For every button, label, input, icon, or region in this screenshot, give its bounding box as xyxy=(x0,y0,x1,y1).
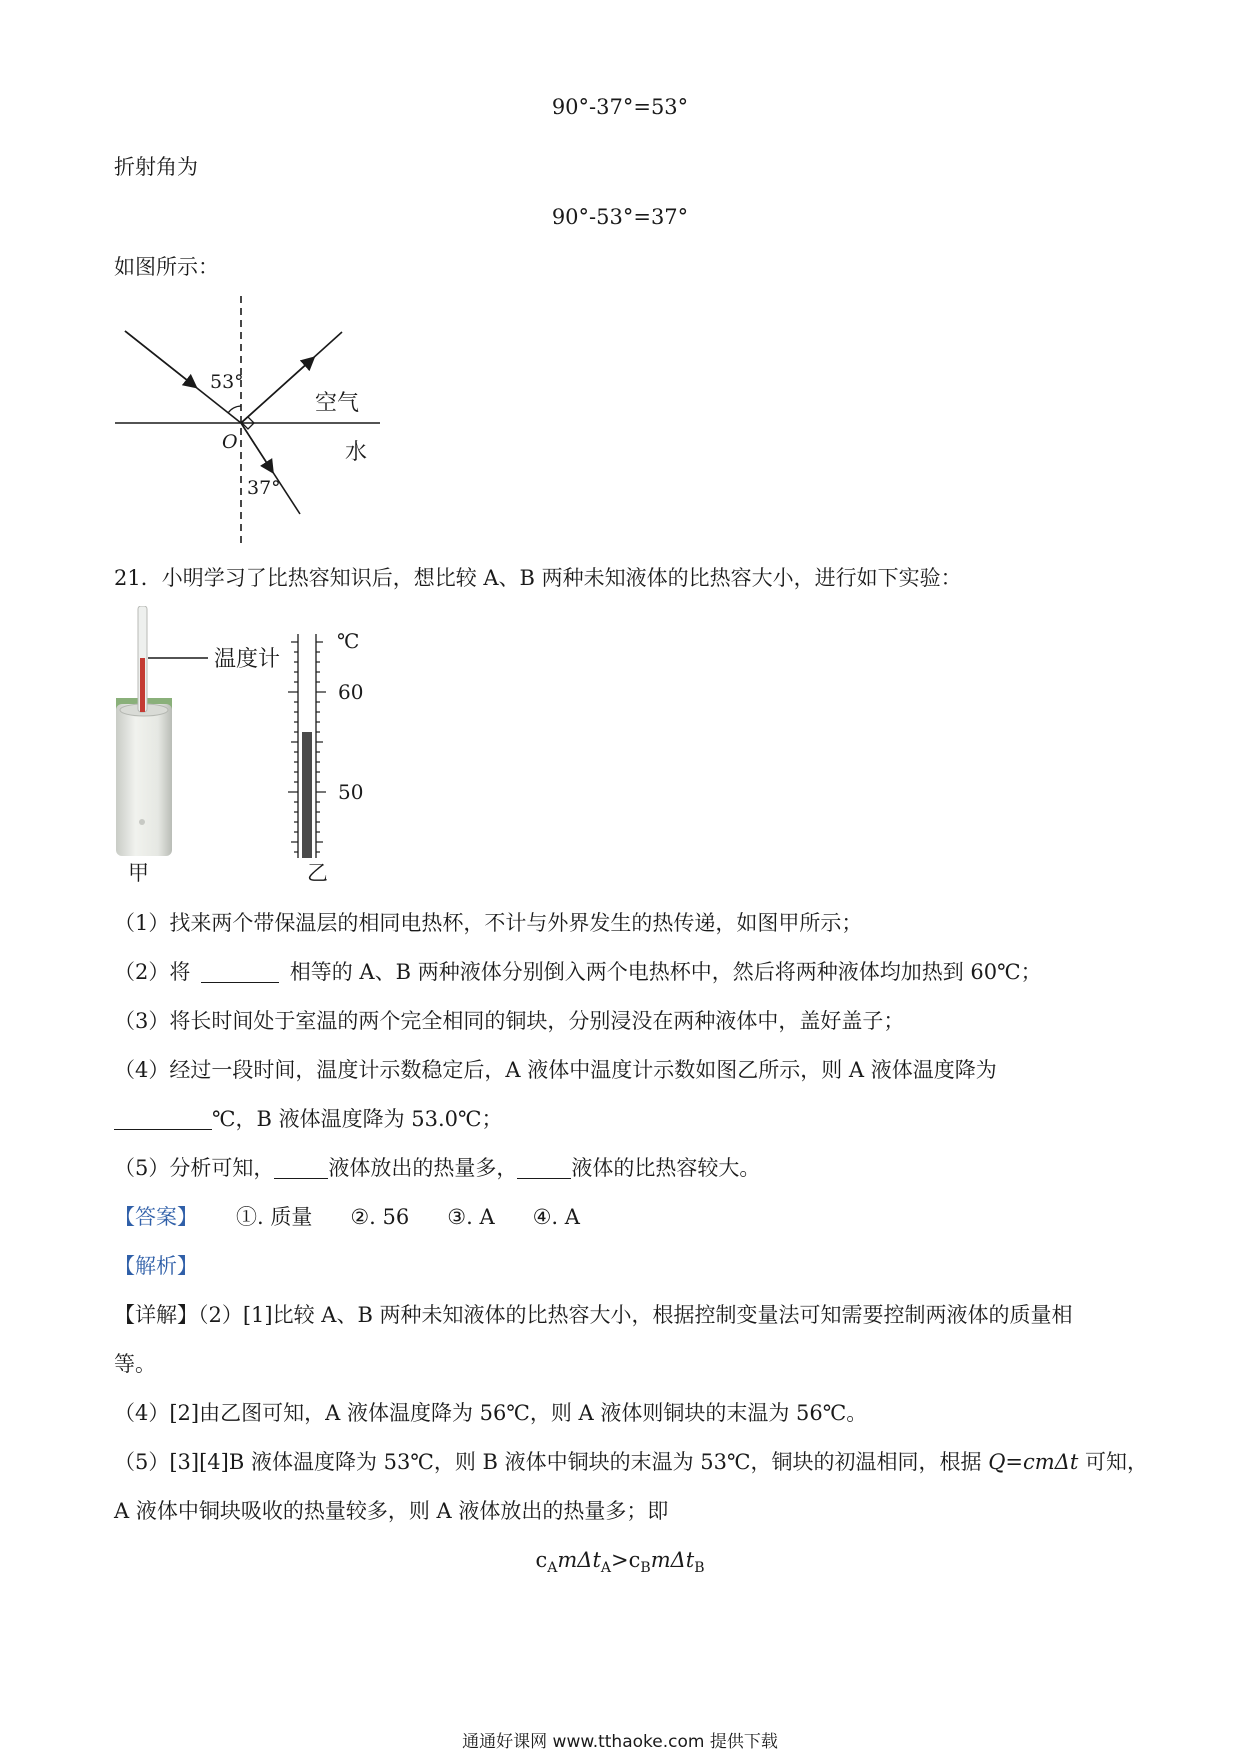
answer-option: ③. A xyxy=(447,1205,495,1229)
question-stem: 21．小明学习了比热容知识后，想比较 A、B 两种未知液体的比热容大小，进行如下实验： xyxy=(114,566,962,590)
blank-specific-heat xyxy=(517,1158,571,1179)
cup-body xyxy=(116,704,172,856)
blank-heat xyxy=(274,1158,328,1179)
answer-option: ①. 质量 xyxy=(236,1205,313,1229)
thermometer-liquid xyxy=(140,658,145,712)
analysis-p2: （4）[2]由乙图可知，A 液体温度降为 56℃，则 A 液体则铜块的末温为 56℃。 xyxy=(114,1401,868,1425)
analysis-p3: （5）[3][4]B 液体温度降为 53℃，则 B 液体中铜块的末温为 53℃，铜块的初温相同，根据 Q=cmΔt 可知， xyxy=(114,1450,1148,1474)
step-4-cont: ℃，B 液体温度降为 53.0℃； xyxy=(114,1104,503,1134)
as-shown-text: 如图所示： xyxy=(114,255,219,279)
blank-temperature xyxy=(114,1109,212,1130)
angle-arc xyxy=(228,406,241,413)
cup-button xyxy=(139,819,145,825)
refraction-diagram xyxy=(110,296,390,544)
answer-tag: 【答案】 xyxy=(114,1205,198,1229)
analysis-p1: 【详解】（2）[1]比较 A、B 两种未知液体的比热容大小，根据控制变量法可知需要控制两液体的质量相 xyxy=(114,1303,1073,1327)
label-yi: 乙 xyxy=(307,861,328,885)
scale-column xyxy=(302,732,312,858)
step-4: （4）经过一段时间，温度计示数稳定后，A 液体中温度计示数如图乙所示，则 A 液体温度降为 xyxy=(114,1058,997,1082)
step-5: （5）分析可知， 液体放出的热量多， 液体的比热容较大。 xyxy=(114,1156,761,1180)
equation-complement-2: 90°-53°=37° xyxy=(551,205,689,229)
unit-label: ℃ xyxy=(337,629,360,653)
blank-mass xyxy=(201,962,279,983)
step-3: （3）将长时间处于室温的两个完全相同的铜块，分别浸没在两种液体中，盖好盖子； xyxy=(114,1009,905,1033)
step-2: （2）将 相等的 A、B 两种液体分别倒入两个电热杯中，然后将两种液体均加热到 60℃； xyxy=(114,960,1042,984)
thermometer-label: 温度计 xyxy=(214,647,281,672)
tick-label-50: 50 xyxy=(338,780,364,804)
answer-option: ②. 56 xyxy=(350,1205,410,1229)
final-inequality: $c_Am\Delta t_A>c_Bm\Delta t_B$ xyxy=(535,1548,705,1577)
detail-tag: 【详解】 xyxy=(114,1303,198,1327)
figure-yi xyxy=(285,626,395,888)
answer-option: ④. A xyxy=(532,1205,580,1229)
answer-line xyxy=(114,1202,580,1232)
point-o-label: O xyxy=(222,431,238,453)
analysis-p4: A 液体中铜块吸收的热量较多，则 A 液体放出的热量多；即 xyxy=(114,1499,669,1523)
tick-label-60: 60 xyxy=(338,680,364,704)
analysis-tag: 【解析】 xyxy=(114,1254,198,1278)
label-jia: 甲 xyxy=(128,861,149,885)
water-label: 水 xyxy=(345,440,368,465)
angle-incident-label: 53° xyxy=(210,371,244,393)
air-label: 空气 xyxy=(315,391,360,416)
figure-jia xyxy=(112,606,312,888)
equation-complement-1: 90°-37°=53° xyxy=(551,95,689,119)
page-footer: 通通好课网 www.tthaoke.com 提供下载 xyxy=(462,1732,778,1752)
analysis-p1b: 等。 xyxy=(114,1352,156,1376)
heat-formula: Q=cmΔt xyxy=(988,1450,1079,1474)
step-1: （1）找来两个带保温层的相同电热杯，不计与外界发生的热传递，如图甲所示； xyxy=(114,911,863,935)
angle-refract-label: 37° xyxy=(247,477,281,499)
refraction-label: 折射角为 xyxy=(114,155,198,179)
